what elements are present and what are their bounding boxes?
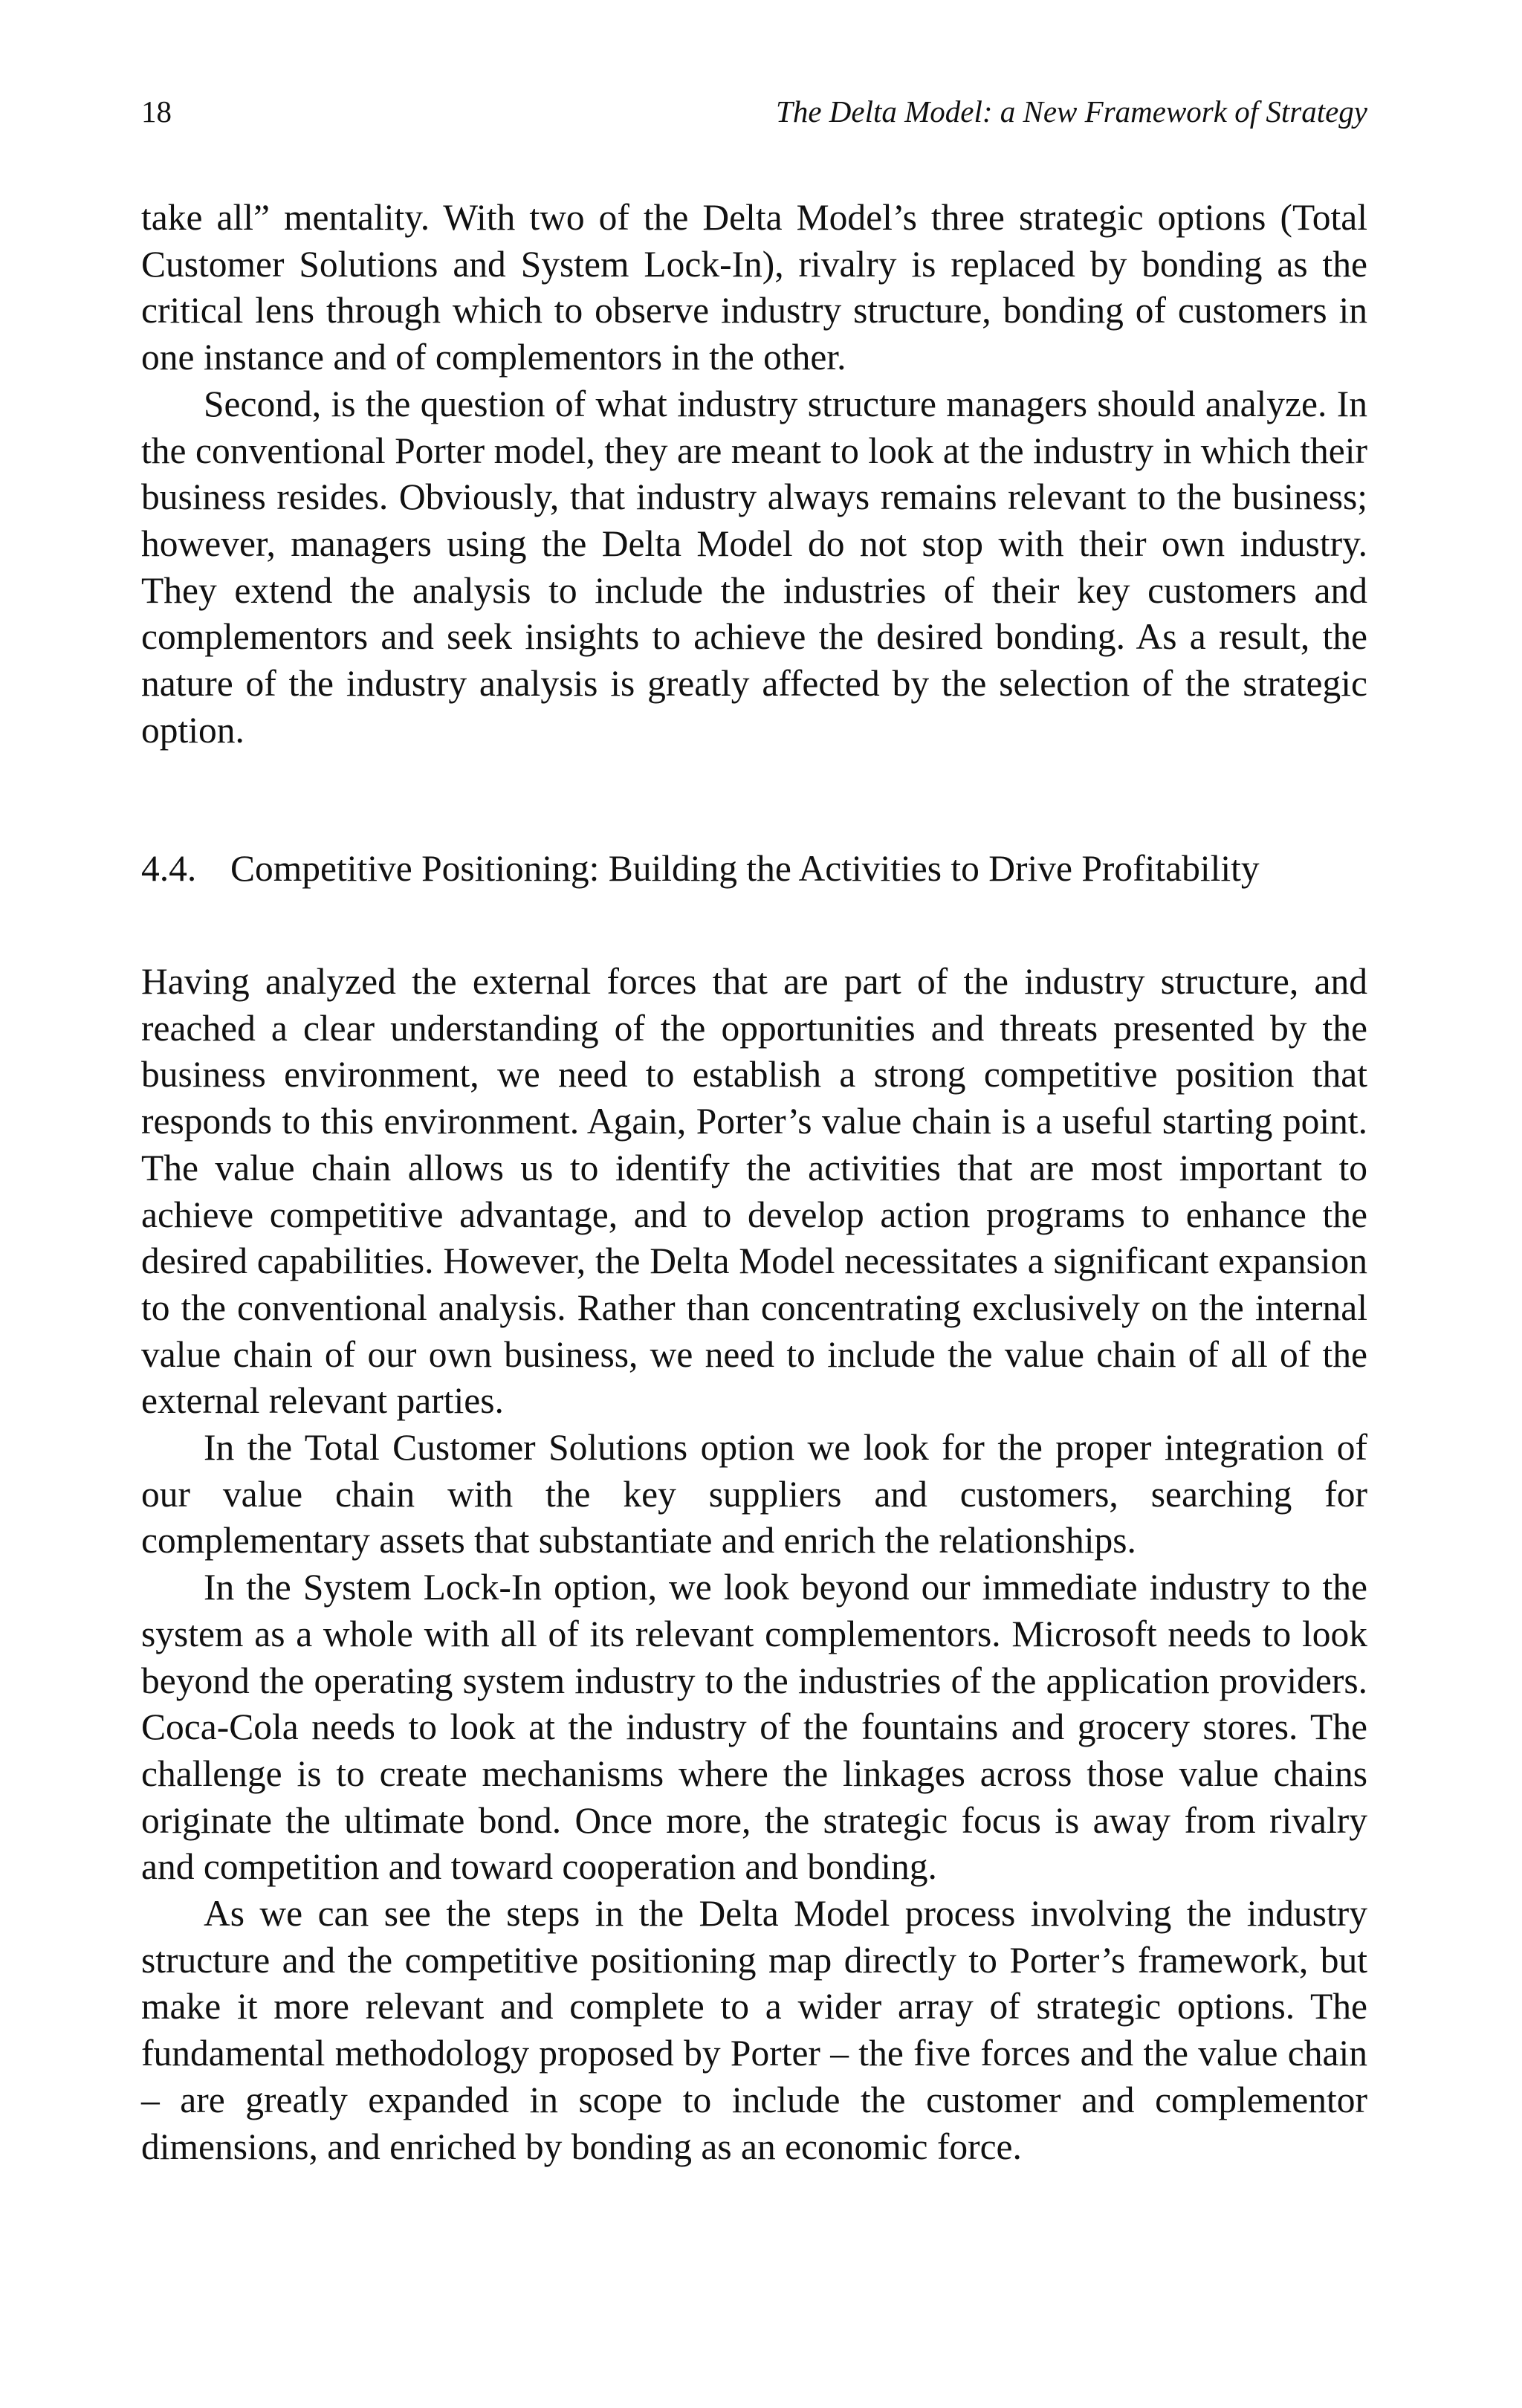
paragraph: In the Total Customer Solutions option we look for the proper integration of our value chain with the key suppliers and customers, searching for complementary assets that substantiate and enrich the relationships. [141, 1427, 1367, 1561]
running-title: The Delta Model: a New Framework of Strategy [776, 94, 1367, 129]
paragraph: Second, is the question of what industry structure managers should analyze. In the conventional Porter model, they are meant to look at the industry in which their business resides. Obviously, that industry always remains relevant to the business; however, managers using the Delta Model do not stop with their own industry. They extend the analysis to include the industries of their key customers and complementors and seek insights to achieve the desired bonding. As a result, the nature of the industry analysis is greatly affected by the selection of the strategic option. [141, 383, 1367, 751]
paragraph: As we can see the steps in the Delta Model process involving the industry structure and the competitive positioning map directly to Porter’s framework, but make it more relevant and complete to a wider array of strategic options. The fundamental methodology proposed by Porter – the five forces and the value chain – are greatly expanded in scope to include the customer and complementor dimensions, and enriched by bonding as an economic force. [141, 1893, 1367, 2167]
running-head [141, 89, 1367, 134]
page-number: 18 [141, 94, 172, 129]
section-heading [141, 846, 1367, 892]
body-text-before-section [141, 195, 1367, 754]
body-text-after-section [141, 959, 1367, 2170]
paragraph: take all” mentality. With two of the Delta Model’s three strategic options (Total Customer Solutions and System Lock-In), rivalry is replaced by bonding as the critical lens through which to observe industry structure, bonding of customers in one instance and of complementors in the other. [141, 197, 1367, 378]
section-number: 4.4. [141, 848, 197, 889]
paragraph: In the System Lock-In option, we look beyond our immediate industry to the system as a whole with all of its relevant complementors. Microsoft needs to look beyond the operating system industry to the industries of the application providers. Coca-Cola needs to look at the industry of the fountains and grocery stores. The challenge is to create mechanisms where the linkages across those value chains originate the ultimate bond. Once more, the strategic focus is away from rivalry and competition and toward cooperation and bonding. [141, 1567, 1367, 1888]
section-title: Competitive Positioning: Building the Activities to Drive Profitability [230, 848, 1260, 889]
paragraph: Having analyzed the external forces that are part of the industry structure, and reached a clear understanding of the opportunities and threats presented by the business environment, we need to establish a strong competitive position that responds to this environment. Again, Porter’s value chain is a useful starting point. The value chain allows us to identify the activities that are most important to achieve competitive advantage, and to develop action programs to enhance the desired capabilities. However, the Delta Model necessitates a significant expansion to the conventional analysis. Rather than concentrating exclusively on the internal value chain of our own business, we need to include the value chain of all of the external relevant parties. [141, 961, 1367, 1422]
